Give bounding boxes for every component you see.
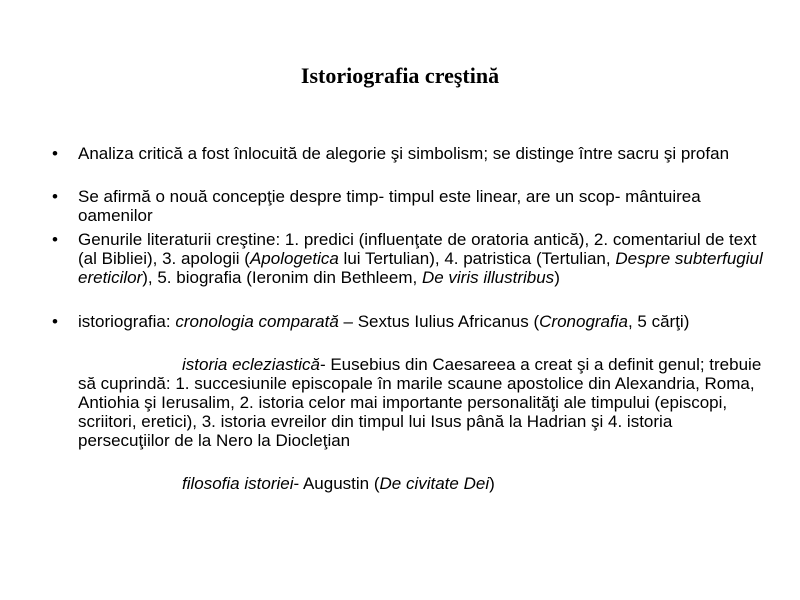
continuation-text-italic: istoria ecleziastică	[182, 355, 320, 374]
continuation-text-italic: filosofia istoriei	[182, 474, 294, 493]
bullet-text-italic: Despre subterfugiul ereticilor	[78, 249, 763, 287]
bullet-text-italic: Apologetica	[249, 249, 339, 268]
bullet-text-segment: – Sextus Iulius Africanus (	[338, 312, 540, 331]
bullet-item-3	[52, 230, 768, 287]
bullet-text: Analiza critică a fost înlocuită de alegorie şi simbolism; se distinge între sacru şi profan	[78, 144, 730, 163]
bullet-icon: •	[52, 312, 58, 331]
continuation-paragraph-1	[78, 355, 768, 450]
bullet-item-1	[52, 144, 768, 163]
bullet-icon: •	[52, 144, 58, 163]
slide-title: Istoriografia creştină	[300, 63, 500, 88]
bullet-text-segment: istoriografia:	[78, 312, 176, 331]
bullet-icon: •	[52, 187, 58, 206]
continuation-text-segment: - Eusebius din Caesareea a creat şi a definit genul; trebuie să cuprindă: 1. succesiunile episcopale în marile scaune apostolice din Alexandria, Roma, Antiohia şi Ierusalim, 2. istoria celor mai importante personalităţi ale timpului (episcopi, scriitori, eretici), 3. istoria evreilor din timpul lui Isus până la Hadrian şi 4. istoria persecuţiilor de la Nero la Diocleţian	[78, 355, 762, 450]
bullet-text-segment: Genurile literaturii creştine: 1. predici (influenţate de oratoria antică), 2. comentariul de text (al Bibliei), 3. apologii (	[78, 230, 757, 268]
continuation-text-italic: De civitate Dei	[379, 474, 490, 493]
bullet-text-segment: lui Tertulian), 4. patristica (Tertulian,	[338, 249, 616, 268]
bullet-text-segment: , 5 cărţi)	[627, 312, 690, 331]
bullet-text-segment: )	[554, 268, 560, 287]
continuation-paragraph-2	[78, 474, 768, 493]
continuation-text-segment: - Augustin (	[293, 474, 380, 493]
bullet-text-italic: Cronografia	[539, 312, 628, 331]
bullet-item-4	[52, 312, 768, 331]
bullet-text-italic: De viris illustribus	[421, 268, 555, 287]
bullet-text-segment: ), 5. biografia (Ieronim din Bethleem,	[142, 268, 422, 287]
continuation-text-segment: )	[489, 474, 495, 493]
bullet-text-italic: cronologia comparată	[175, 312, 339, 331]
bullet-text: Se afirmă o nouă concepţie despre timp- timpul este linear, are un scop- mântuirea oamenilor	[78, 187, 701, 225]
bullet-item-2	[52, 187, 768, 225]
bullet-icon: •	[52, 230, 58, 249]
